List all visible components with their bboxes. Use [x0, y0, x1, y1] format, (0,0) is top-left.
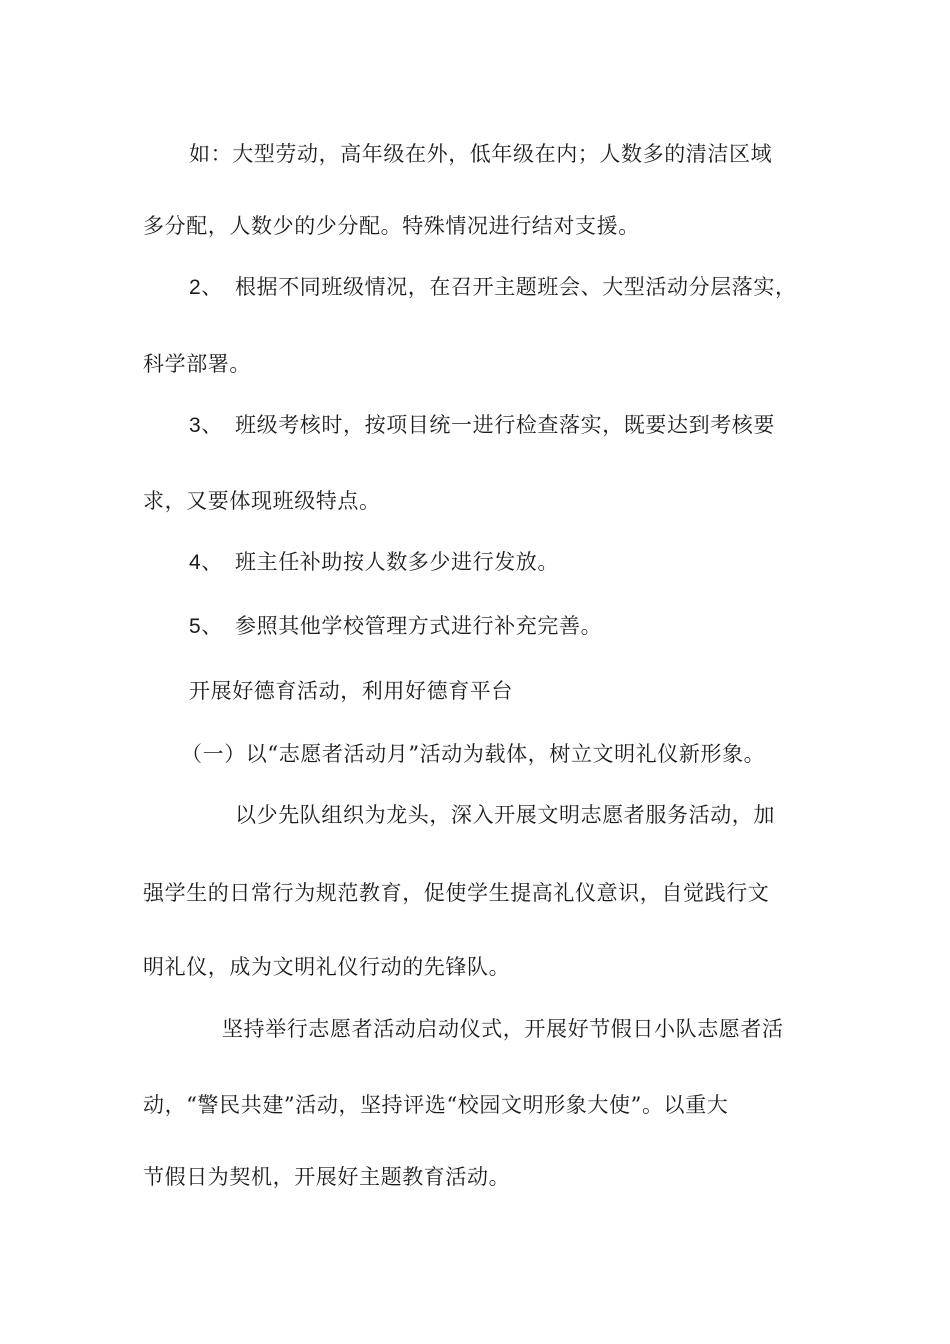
- paragraph-line: 强学生的日常行为规范教育，促使学生提高礼仪意识，自觉践行文: [143, 881, 770, 905]
- paragraph-line: 坚持举行志愿者活动启动仪式，开展好节假日小队志愿者活: [222, 1017, 784, 1041]
- numbered-item-4: [189, 548, 559, 577]
- paragraph-line: 明礼仪，成为文明礼仪行动的先锋队。: [143, 955, 511, 979]
- item-number: 4、: [189, 551, 223, 574]
- paragraph-line: 多分配，人数少的少分配。特殊情况进行结对支援。: [143, 214, 640, 238]
- numbered-item-2: [189, 273, 797, 302]
- item-text: 班主任补助按人数多少进行发放。: [235, 550, 559, 574]
- item-number: 5、: [189, 615, 223, 638]
- subsection-heading: （一）以“志愿者活动月”活动为载体，树立文明礼仪新形象。: [181, 742, 766, 766]
- item-text: 班级考核时，按项目统一进行检查落实，既要达到考核要: [235, 413, 775, 437]
- paragraph-line: 动，“警民共建”活动，坚持评选“校园文明形象大使”。以重大: [143, 1093, 729, 1117]
- item-number: 2、: [189, 276, 223, 299]
- paragraph-line: 科学部署。: [143, 352, 251, 376]
- item-number: 3、: [189, 414, 223, 437]
- paragraph-line: 如：大型劳动，高年级在外，低年级在内；人数多的清洁区域: [189, 142, 773, 166]
- paragraph-line: 以少先队组织为龙头，深入开展文明志愿者服务活动，加: [235, 803, 775, 827]
- paragraph-line: 节假日为契机，开展好主题教育活动。: [143, 1165, 511, 1189]
- item-text: 参照其他学校管理方式进行补充完善。: [235, 614, 603, 638]
- item-text: 根据不同班级情况，在召开主题班会、大型活动分层落实，: [235, 275, 797, 299]
- numbered-item-3: [189, 411, 775, 440]
- numbered-item-5: [189, 612, 602, 641]
- section-heading: 开展好德育活动，利用好德育平台: [189, 679, 513, 703]
- paragraph-line: 求，又要体现班级特点。: [143, 489, 381, 513]
